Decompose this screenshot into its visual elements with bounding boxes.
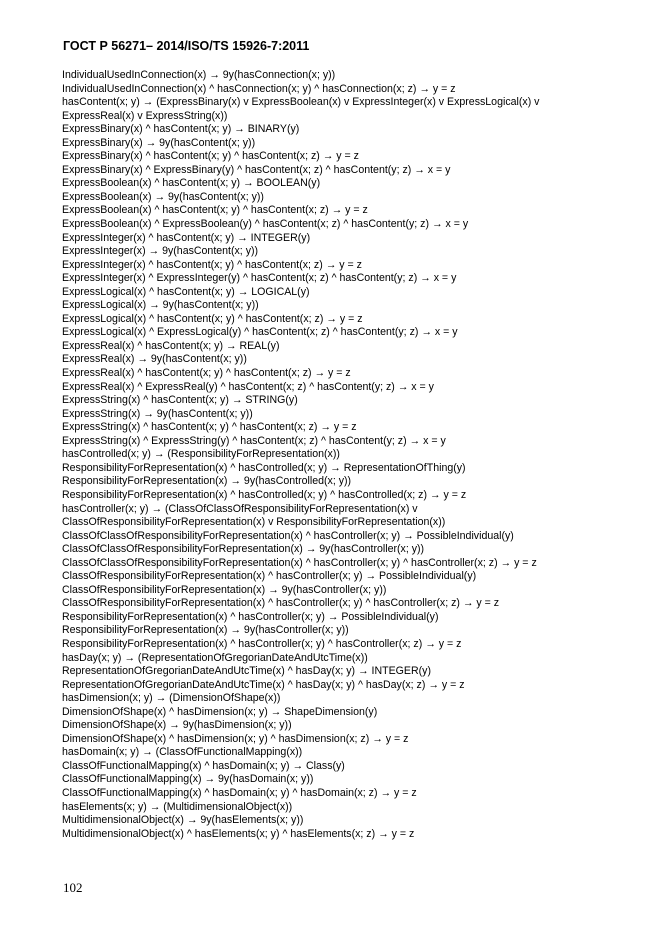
axiom-line: ExpressReal(x) ^ ExpressReal(y) ^ hasContent(x; z) ^ hasContent(y; z) → x = y (62, 380, 434, 393)
axiom-line: hasController(x; y) → (ClassOfClassOfResponsibilityForRepresentation(x) v (62, 502, 418, 515)
axiom-line: hasDimension(x; y) → (DimensionOfShape(x)) (62, 692, 281, 705)
axiom-line: ExpressInteger(x) ^ hasContent(x; y) → INTEGER(y) (62, 231, 311, 244)
axiom-line: ExpressInteger(x) → 9y(hasContent(x; y)) (62, 245, 259, 258)
axiom-line: hasDomain(x; y) → (ClassOfFunctionalMapping(x)) (62, 746, 303, 759)
axiom-line: hasElements(x; y) → (MultidimensionalObject(x)) (62, 800, 293, 813)
axiom-line: ExpressLogical(x) ^ hasContent(x; y) ^ hasContent(x; z) → y = z (62, 312, 363, 325)
axiom-line: ExpressBinary(x) ^ hasContent(x; y) → BINARY(y) (62, 123, 300, 136)
axiom-line: ExpressInteger(x) ^ ExpressInteger(y) ^ hasContent(x; z) ^ hasContent(y; z) → x = y (62, 272, 457, 285)
axiom-line: hasDay(x; y) → (RepresentationOfGregorianDateAndUtcTime(x)) (62, 651, 368, 664)
document-header: ГОСТ Р 56271– 2014/ISO/TS 15926-7:2011 (63, 39, 310, 53)
axiom-line: ExpressString(x) ^ hasContent(x; y) → STRING(y) (62, 394, 298, 407)
axiom-line: ClassOfResponsibilityForRepresentation(x) → 9y(hasController(x; y)) (62, 583, 387, 596)
axiom-line: hasControlled(x; y) → (ResponsibilityForRepresentation(x)) (62, 448, 340, 461)
axiom-line: ExpressLogical(x) ^ ExpressLogical(y) ^ hasContent(x; z) ^ hasContent(y; z) → x = y (62, 326, 458, 339)
axiom-line: ClassOfClassOfResponsibilityForRepresentation(x) → 9y(hasController(x; y)) (62, 543, 425, 556)
page-number: 102 (63, 880, 83, 895)
axiom-line: RepresentationOfGregorianDateAndUtcTime(x) ^ hasDay(x; y) ^ hasDay(x; z) → y = z (62, 678, 465, 691)
axiom-line: ResponsibilityForRepresentation(x) → 9y(hasControlled(x; y)) (62, 475, 352, 488)
axiom-line: RepresentationOfGregorianDateAndUtcTime(x) ^ hasDay(x; y) → INTEGER(y) (62, 665, 431, 678)
axiom-line: ClassOfResponsibilityForRepresentation(x) v ResponsibilityForRepresentation(x)) (62, 516, 446, 529)
axiom-line: ExpressString(x) → 9y(hasContent(x; y)) (62, 407, 253, 420)
axiom-line: ExpressBoolean(x) ^ ExpressBoolean(y) ^ hasContent(x; z) ^ hasContent(y; z) → x = y (62, 218, 469, 231)
axiom-line: ClassOfFunctionalMapping(x) ^ hasDomain(x; y) → Class(y) (62, 759, 345, 772)
axiom-line: ResponsibilityForRepresentation(x) ^ hasControlled(x; y) ^ hasControlled(x; z) → y = z (62, 488, 467, 501)
axiom-line: ClassOfFunctionalMapping(x) ^ hasDomain(x; y) ^ hasDomain(x; z) → y = z (62, 786, 417, 799)
axiom-line: ResponsibilityForRepresentation(x) ^ hasControlled(x; y) → RepresentationOfThing(y) (62, 461, 466, 474)
axiom-line: DimensionOfShape(x) ^ hasDimension(x; y) → ShapeDimension(y) (62, 705, 378, 718)
axiom-line: DimensionOfShape(x) ^ hasDimension(x; y) ^ hasDimension(x; z) → y = z (62, 732, 409, 745)
axiom-line: ExpressLogical(x) → 9y(hasContent(x; y)) (62, 299, 259, 312)
axiom-list (62, 69, 602, 841)
axiom-line: ExpressString(x) ^ hasContent(x; y) ^ hasContent(x; z) → y = z (62, 421, 357, 434)
axiom-line: ExpressBinary(x) → 9y(hasContent(x; y)) (62, 136, 256, 149)
axiom-line: hasContent(x; y) → (ExpressBinary(x) v ExpressBoolean(x) v ExpressInteger(x) v ExpressLogical(x) v (62, 96, 540, 109)
axiom-line: ExpressBoolean(x) ^ hasContent(x; y) ^ hasContent(x; z) → y = z (62, 204, 368, 217)
axiom-line: ExpressBoolean(x) ^ hasContent(x; y) → BOOLEAN(y) (62, 177, 321, 190)
axiom-line: MultidimensionalObject(x) → 9y(hasElements(x; y)) (62, 814, 304, 827)
axiom-line: ClassOfClassOfResponsibilityForRepresentation(x) ^ hasController(x; y) ^ hasController(x; z) → y = z (62, 556, 537, 569)
axiom-line: ExpressReal(x) ^ hasContent(x; y) ^ hasContent(x; z) → y = z (62, 367, 351, 380)
axiom-line: ExpressBinary(x) ^ hasContent(x; y) ^ hasContent(x; z) → y = z (62, 150, 359, 163)
axiom-line: ExpressReal(x) v ExpressString(x)) (62, 109, 228, 122)
axiom-line: ClassOfClassOfResponsibilityForRepresentation(x) ^ hasController(x; y) → PossibleIndividual(y) (62, 529, 514, 542)
axiom-line: ExpressReal(x) ^ hasContent(x; y) → REAL(y) (62, 339, 280, 352)
axiom-line: IndividualUsedInConnection(x) ^ hasConnection(x; y) ^ hasConnection(x; z) → y = z (62, 82, 456, 95)
axiom-line: ClassOfResponsibilityForRepresentation(x) ^ hasController(x; y) → PossibleIndividual(y) (62, 570, 477, 583)
axiom-line: ResponsibilityForRepresentation(x) ^ hasController(x; y) ^ hasController(x; z) → y = z (62, 637, 462, 650)
axiom-line: ExpressBoolean(x) → 9y(hasContent(x; y)) (62, 190, 264, 203)
axiom-line: ExpressInteger(x) ^ hasContent(x; y) ^ hasContent(x; z) → y = z (62, 258, 362, 271)
axiom-line: ResponsibilityForRepresentation(x) ^ hasController(x; y) → PossibleIndividual(y) (62, 610, 439, 623)
axiom-line: ExpressReal(x) → 9y(hasContent(x; y)) (62, 353, 247, 366)
axiom-line: DimensionOfShape(x) → 9y(hasDimension(x; y)) (62, 719, 292, 732)
axiom-line: ExpressBinary(x) ^ ExpressBinary(y) ^ hasContent(x; z) ^ hasContent(y; z) → x = y (62, 163, 451, 176)
axiom-line: MultidimensionalObject(x) ^ hasElements(x; y) ^ hasElements(x; z) → y = z (62, 827, 415, 840)
axiom-line: IndividualUsedInConnection(x) → 9y(hasConnection(x; y)) (62, 69, 336, 81)
axiom-line: ExpressLogical(x) ^ hasContent(x; y) → LOGICAL(y) (62, 285, 310, 298)
axiom-line: ClassOfResponsibilityForRepresentation(x) ^ hasController(x; y) ^ hasController(x; z) → y = z (62, 597, 500, 610)
axiom-line: ResponsibilityForRepresentation(x) → 9y(hasController(x; y)) (62, 624, 349, 637)
axiom-line: ExpressString(x) ^ ExpressString(y) ^ hasContent(x; z) ^ hasContent(y; z) → x = y (62, 434, 446, 447)
axiom-line: ClassOfFunctionalMapping(x) → 9y(hasDomain(x; y)) (62, 773, 314, 786)
